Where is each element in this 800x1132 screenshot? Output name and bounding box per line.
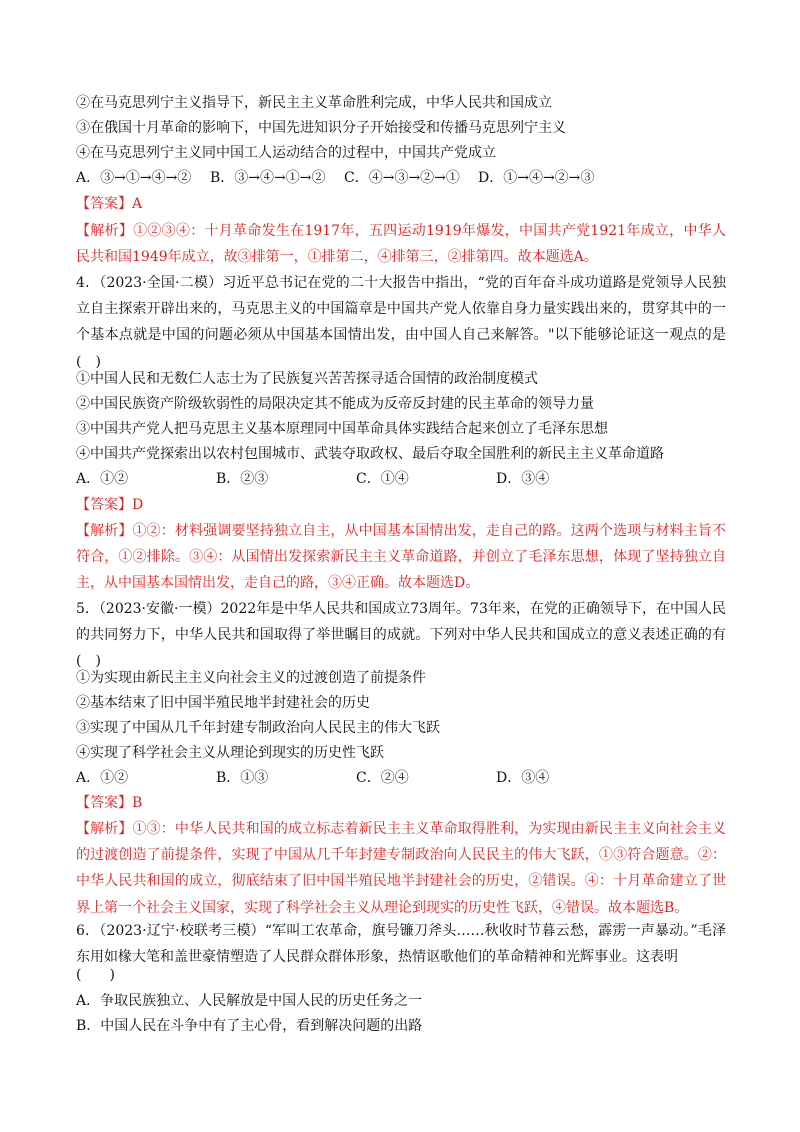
q4-item-1: ①中国人民和无数仁人志士为了民族复兴苦苦探寻适合国情的政治制度模式 <box>76 371 538 387</box>
q5-item-4: ④实现了科学社会主义从理论到现实的历史性飞跃 <box>76 745 384 761</box>
q5-analysis: 【解析】①③：中华人民共和国的成立标志着新民主主义革命取得胜利，为实现由新民主主义向社会主义的过渡创造了前提条件，实现了中国从几千年封建专制政治向人民民主的伟大飞跃，①③符合题意。②：中华人民共和国的成立，彻底结束了旧中国半殖民地半封建社会的历史，②错误。④：十月革命建立了世界上第一个社会主义国家，实现了科学社会主义从理论到现实的历史性飞跃，④错误。故本题选B。 <box>76 821 726 916</box>
q6-option-a[interactable]: A．争取民族独立、人民解放是中国人民的历史任务之一 <box>76 993 423 1009</box>
q3-option-a[interactable]: A．③→①→④→② <box>76 170 192 186</box>
q6-stem: 6．（2023·辽宁·校联考三模）“军叫工农革命，旗号镰刀斧头……秋收时节暮云愁，霹雳一声暴动。”毛泽东用如椽大笔和盖世豪情塑造了人民群众群体形象，热情讴歌他们的革命精神和光辉事业。这表明 <box>76 923 726 966</box>
q4-item-4: ④中国共产党探索出以农村包围城市、武装夺取政权、最后夺取全国胜利的新民主主义革命道路 <box>76 446 664 462</box>
q4-option-a[interactable]: A．①② <box>76 471 129 487</box>
q4-option-b[interactable]: B．②③ <box>216 471 269 487</box>
q4-item-3: ③中国共产党人把马克思主义基本原理同中国革命具体实践结合起来创立了毛泽东思想 <box>76 421 608 437</box>
q3-item-2: ②在马克思列宁主义指导下，新民主主义革命胜利完成，中华人民共和国成立 <box>76 95 552 111</box>
q3-options <box>76 166 594 190</box>
q4-analysis: 【解析】①②：材料强调要坚持独立自主，从中国基本国情出发，走自己的路。这两个选项与材料主旨不符合，①②排除。③④：从国情出发探索新民主主义革命道路，并创立了毛泽东思想，体现了坚持独立自主，从中国基本国情出发，走自己的路，③④正确。故本题选D。 <box>76 523 726 592</box>
q6-option-b[interactable]: B．中国人民在斗争中有了主心骨，看到解决问题的出路 <box>76 1018 423 1034</box>
q4-item-2: ②中国民族资产阶级软弱性的局限决定其不能成为反帝反封建的民主革命的领导力量 <box>76 396 594 412</box>
q5-option-c[interactable]: C．②④ <box>356 770 409 786</box>
q3-option-c[interactable]: C．④→③→②→① <box>344 170 460 186</box>
q5-item-1: ①为实现由新民主主义向社会主义的过渡创造了前提条件 <box>76 670 426 686</box>
q5-option-a[interactable]: A．①② <box>76 770 129 786</box>
q5-option-b[interactable]: B．①③ <box>216 770 269 786</box>
q5-options <box>76 766 616 790</box>
q5-option-d[interactable]: D．③④ <box>496 770 550 786</box>
q6-blank: ( ) <box>76 967 115 983</box>
q4-options <box>76 467 616 491</box>
q4-answer: 【答案】D <box>76 497 144 513</box>
q5-item-3: ③实现了中国从几千年封建专制政治向人民民主的伟大飞跃 <box>76 720 440 736</box>
q5-stem: 5．（2023·安徽·一模）2022年是中华人民共和国成立73周年。73年来，在党的正确领导下，在中国人民的共同努力下，中华人民共和国取得了举世瞩目的成就。下列对中华人民共和国成立的意义表述正确的有( ) <box>76 601 726 670</box>
q3-option-b[interactable]: B．③→④→①→② <box>210 170 326 186</box>
q4-option-d[interactable]: D．③④ <box>496 471 550 487</box>
q3-option-d[interactable]: D．①→④→②→③ <box>478 170 595 186</box>
q3-answer: 【答案】A <box>76 196 143 212</box>
q3-item-3: ③在俄国十月革命的影响下，中国先进知识分子开始接受和传播马克思列宁主义 <box>76 120 566 136</box>
q5-answer: 【答案】B <box>76 795 143 811</box>
q3-item-4: ④在马克思列宁主义同中国工人运动结合的过程中，中国共产党成立 <box>76 145 496 161</box>
q3-analysis: 【解析】①②③④：十月革命发生在1917年，五四运动1919年爆发，中国共产党1921年成立，中华人民共和国1949年成立，故③排第一，①排第二，④排第三，②排第四。故本题选A。 <box>76 223 726 266</box>
q4-option-c[interactable]: C．①④ <box>356 471 409 487</box>
q4-stem: 4．（2023·全国·二模）习近平总书记在党的二十大报告中指出，“党的百年奋斗成功道路是党领导人民独立自主探索开辟出来的，马克思主义的中国篇章是中国共产党人依靠自身力量实践出来的，贯穿其中的一个基本点就是中国的问题必须从中国基本国情出发，由中国人自己来解答。"以下能够论证这一观点的是( ) <box>76 275 726 370</box>
q5-item-2: ②基本结束了旧中国半殖民地半封建社会的历史 <box>76 695 370 711</box>
